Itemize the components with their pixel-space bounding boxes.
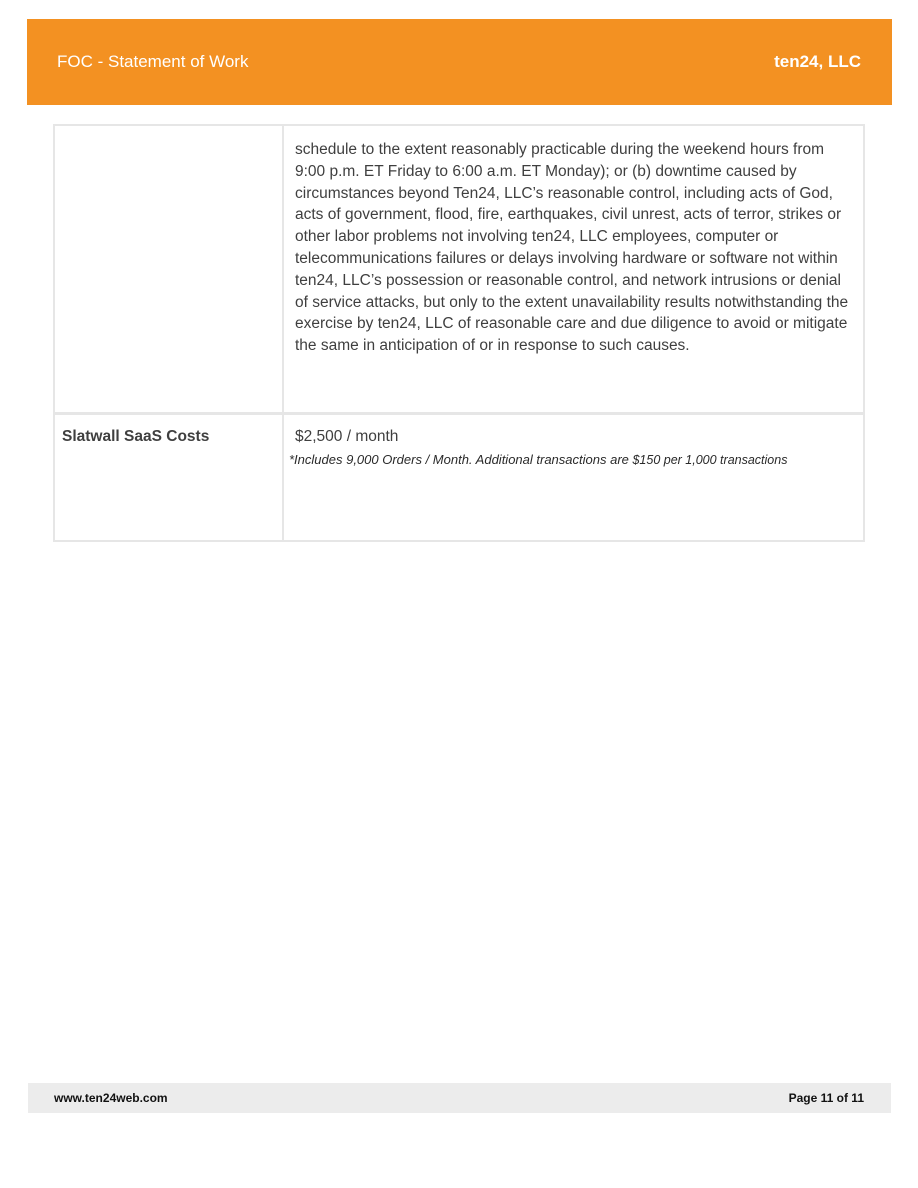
row-divider	[55, 412, 863, 415]
column-divider	[282, 126, 284, 540]
pricing-note	[289, 451, 829, 469]
website-link[interactable]: www.ten24web.com	[54, 1091, 168, 1105]
document-title: FOC - Statement of Work	[57, 52, 249, 71]
page-header	[27, 19, 892, 105]
pricing-note-rate: $150 per 1,000 transactions	[632, 453, 788, 467]
pricing-note-main: *Includes 9,000 Orders / Month. Additional transactions are	[289, 452, 633, 467]
downtime-terms-text: schedule to the extent reasonably practicable during the weekend hours from 9:00 p.m. ET Friday to 6:00 a.m. ET Monday); or (b) downtime caused by circumstances beyond Ten24, LLC’s reasonable control, including acts of God, acts of government, flood, fire, earthquakes, civil unrest, acts of terror, strikes or other labor problems not involving ten24, LLC employees, computer or telecommunications failures or delays involving hardware or software not within ten24, LLC’s possession or reasonable control, and network intrusions or denial of service attacks, but only to the extent unavailability results notwithstanding the exercise by ten24, LLC of reasonable care and due diligence to avoid or mitigate the same in anticipation of or in response to such causes.	[295, 141, 849, 355]
page-number: Page 11 of 11	[788, 1091, 864, 1105]
terms-table	[53, 124, 865, 542]
page-footer	[28, 1083, 891, 1113]
saas-costs-label: Slatwall SaaS Costs	[62, 428, 210, 445]
saas-price: $2,500 / month	[295, 428, 399, 445]
company-name: ten24, LLC	[774, 52, 861, 71]
